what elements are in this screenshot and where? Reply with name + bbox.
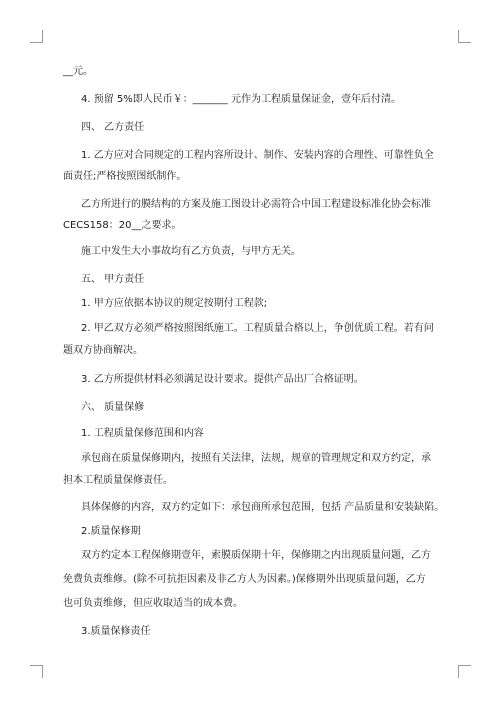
- text-line: 承包商在质量保修期内，按照有关法律，法规，规章的管理规定和双方约定，承: [81, 453, 431, 464]
- text-line: 面责任;严格按照图纸制作。: [63, 171, 187, 182]
- text-line: 施工中发生大小事故均有乙方负责，与甲方无关。: [81, 246, 301, 257]
- crop-mark-top-right: [458, 30, 471, 43]
- text-line: 题双方协商解决。: [63, 345, 143, 356]
- crop-mark-bottom-right: [458, 665, 471, 678]
- text-line: 具体保修的内容，双方约定如下：承包商所承包范围，包括 产品质量和安装缺陷。: [81, 502, 445, 513]
- text-line: 担本工程质量保修责任。: [63, 475, 173, 486]
- text-line: 3. 乙方所提供材料必须满足设计要求。提供产品出厂合格证明。: [81, 374, 364, 385]
- section-heading: 六、 质量保修: [81, 402, 145, 413]
- text-line: __元。: [63, 66, 93, 77]
- section-heading: 四、 乙方责任: [81, 122, 145, 133]
- text-line: 2. 甲乙双方必须严格按照图纸施工。工程质量合格以上，争创优质工程。若有问: [81, 323, 434, 334]
- text-line: CECS158：20__之要求。: [63, 220, 182, 231]
- text-line: 4. 预留 5%即人民币￥：_______ 元作为工程质量保证金，壹年后付清。: [81, 94, 401, 105]
- text-line: 也可负责维修，但应收取适当的成本费。: [63, 598, 243, 609]
- text-line: 1. 乙方应对合同规定的工程内容所设计、制作、安装内容的合理性、可靠性负全: [81, 150, 434, 161]
- crop-mark-bottom-left: [30, 665, 43, 678]
- text-line: 2.质量保修期: [81, 526, 141, 537]
- text-line: 1. 甲方应依据本协议的规定按期付工程款;: [81, 298, 268, 309]
- text-line: 3.质量保修责任: [81, 626, 151, 637]
- text-line: 1. 工程质量保修范围和内容: [81, 428, 204, 439]
- text-line: 免费负责维修。(除不可抗拒因素及非乙方人为因素。)保修期外出现质量问题，乙方: [63, 574, 426, 585]
- text-line: 乙方所进行的膜结构的方案及施工图设计必需符合中国工程建设标准化协会标准: [81, 199, 431, 210]
- section-heading: 五、 甲方责任: [81, 274, 145, 285]
- crop-mark-top-left: [30, 30, 43, 43]
- text-line: 双方约定本工程保修期壹年，索膜质保期十年，保修期之内出现质量问题，乙方: [81, 550, 431, 561]
